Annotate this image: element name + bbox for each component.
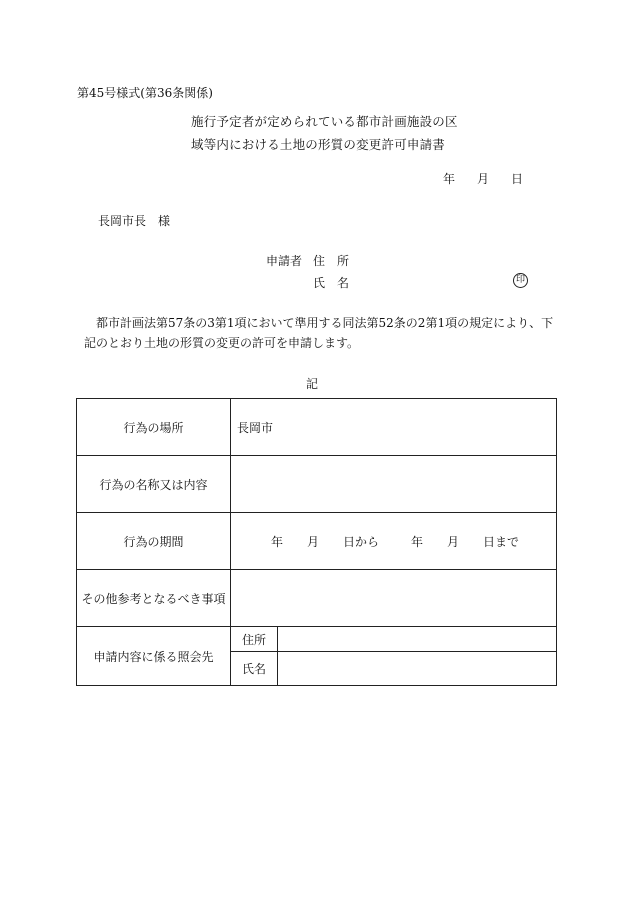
contact-label: 申請内容に係る照会先: [77, 627, 231, 686]
date-month: 月: [477, 172, 490, 186]
applicant-address-label: 住 所: [313, 254, 350, 268]
application-table: [76, 398, 557, 686]
period-label: 行為の期間: [77, 513, 231, 570]
period-end-month: 月: [447, 534, 460, 549]
row-name-content: [77, 456, 557, 513]
date-year: 年: [443, 172, 456, 186]
period-start-day: 日から: [343, 534, 380, 549]
applicant-name-label: 氏 名: [313, 276, 350, 290]
other-label: その他参考となるべき事項: [77, 570, 231, 627]
period-end-year: 年: [411, 534, 424, 549]
location-value[interactable]: 長岡市: [231, 399, 557, 456]
other-value[interactable]: [231, 570, 557, 627]
name-content-label: 行為の名称又は内容: [77, 456, 231, 513]
seal-mark: 印: [513, 273, 528, 288]
form-number: 第45号様式(第36条関係): [77, 86, 213, 100]
row-contact-address: [77, 627, 557, 652]
ki-heading: 記: [306, 377, 319, 391]
applicant-label: 申請者: [266, 254, 303, 268]
name-content-value[interactable]: [231, 456, 557, 513]
contact-name-value[interactable]: [278, 652, 557, 686]
period-start-month: 月: [307, 534, 320, 549]
location-label: 行為の場所: [77, 399, 231, 456]
row-location: [77, 399, 557, 456]
contact-address-label: 住所: [231, 627, 278, 652]
addressee: 長岡市長 様: [98, 214, 171, 228]
body-text: 都市計画法第57条の3第1項において準用する同法第52条の2第1項の規定により、下記のとおり土地の形質の変更の許可を申請します。: [84, 316, 554, 350]
date-day: 日: [511, 172, 524, 186]
period-start-year: 年: [271, 534, 284, 549]
document-title: [191, 110, 458, 156]
contact-address-value[interactable]: [278, 627, 557, 652]
title-line-2: 域等内における土地の形質の変更許可申請書: [191, 137, 446, 152]
title-line-1: 施行予定者が定められている都市計画施設の区: [191, 114, 458, 129]
period-value[interactable]: [231, 513, 557, 570]
row-period: [77, 513, 557, 570]
date-line: [443, 170, 545, 187]
contact-name-label: 氏名: [231, 652, 278, 686]
period-end-day: 日まで: [483, 534, 520, 549]
row-other: [77, 570, 557, 627]
